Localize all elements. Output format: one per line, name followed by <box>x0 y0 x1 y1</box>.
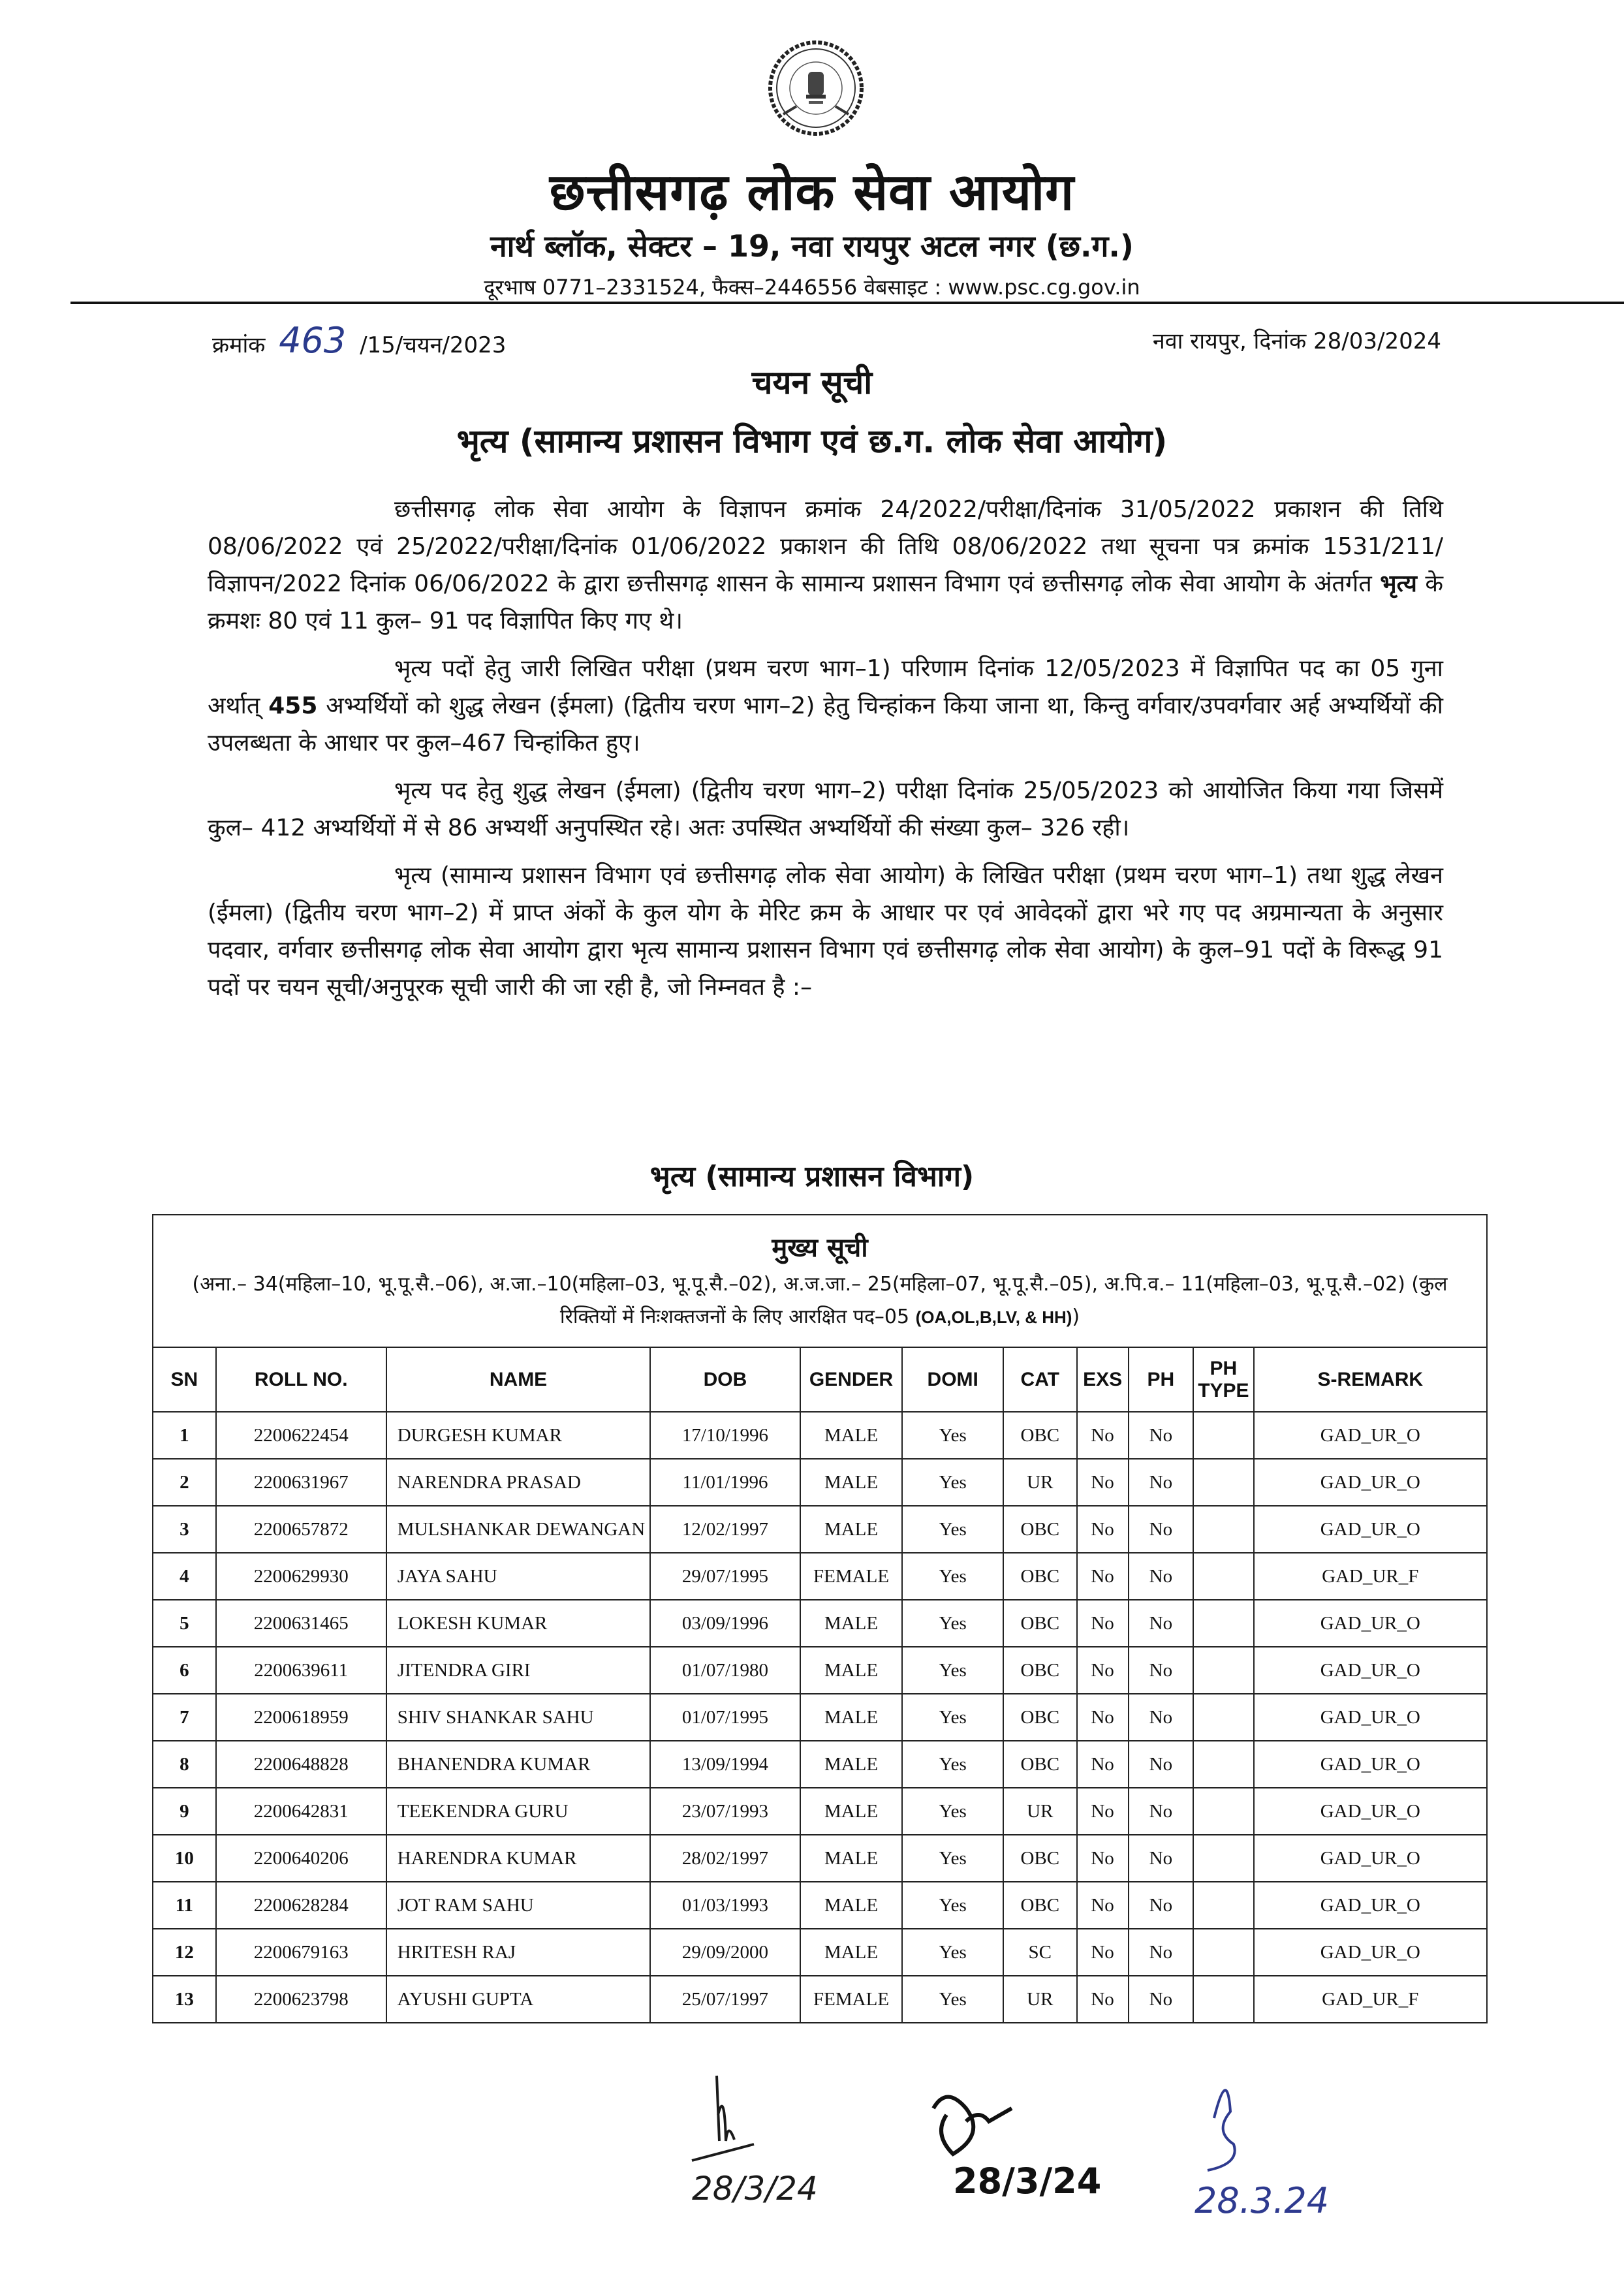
cell-cat: OBC <box>1003 1647 1077 1694</box>
cell-gender: MALE <box>800 1929 903 1976</box>
cell-sn: 1 <box>153 1412 216 1459</box>
table-row <box>153 1600 1487 1647</box>
cell-ph-type <box>1193 1412 1253 1459</box>
cell-sn: 8 <box>153 1741 216 1788</box>
cell-domi: Yes <box>902 1412 1003 1459</box>
cell-ph-type <box>1193 1694 1253 1741</box>
cell-exs: No <box>1077 1694 1129 1741</box>
column-header-exs: EXS <box>1077 1347 1129 1412</box>
cell-name: AYUSHI GUPTA <box>386 1976 651 2023</box>
cell-gender: MALE <box>800 1882 903 1929</box>
column-header-name: NAME <box>386 1347 651 1412</box>
cell-ph-type <box>1193 1459 1253 1506</box>
organization-name: छत्तीसगढ़ लोक सेवा आयोग <box>549 163 1075 222</box>
cell-domi: Yes <box>902 1553 1003 1600</box>
organization-address: नार्थ ब्लॉक, सेक्टर – 19, नवा रायपुर अटल नगर (छ.ग.) <box>490 228 1134 264</box>
cell-sn: 12 <box>153 1929 216 1976</box>
cell-roll: 2200648828 <box>216 1741 386 1788</box>
cell-name: NARENDRA PRASAD <box>386 1459 651 1506</box>
cell-roll: 2200657872 <box>216 1506 386 1553</box>
cell-dob: 03/09/1996 <box>650 1600 800 1647</box>
cell-sn: 6 <box>153 1647 216 1694</box>
cell-exs: No <box>1077 1976 1129 2023</box>
handwritten-signature-icon <box>679 2063 888 2232</box>
table-row <box>153 1412 1487 1459</box>
cell-sn: 13 <box>153 1976 216 2023</box>
cell-gender: MALE <box>800 1835 903 1882</box>
cell-dob: 11/01/1996 <box>650 1459 800 1506</box>
cell-gender: MALE <box>800 1459 903 1506</box>
cell-ph: No <box>1129 1412 1194 1459</box>
cell-remark: GAD_UR_O <box>1254 1506 1487 1553</box>
cell-roll: 2200629930 <box>216 1553 386 1600</box>
cell-roll: 2200679163 <box>216 1929 386 1976</box>
cell-ph: No <box>1129 1788 1194 1835</box>
paragraph-2: भृत्य पदों हेतु जारी लिखित परीक्षा (प्रथम चरण भाग–1) परिणाम दिनांक 12/05/2023 में विज्ञापित पद का 05 गुना अर्थात् 455 अभ्यर्थियों को शुद्ध लेखन (ईमला) (द्वितीय चरण भाग–2) हेतु चिन्हांकन किया जाना था, किन्तु वर्गवार/उपवर्गवार अर्ह अभ्यर्थियों की उपलब्धता के आधार पर कुल–467 चिन्हांकित हुए। <box>208 655 1444 757</box>
table-body <box>153 1412 1487 2023</box>
cell-dob: 29/09/2000 <box>650 1929 800 1976</box>
cell-sn: 11 <box>153 1882 216 1929</box>
cell-ph-type <box>1193 1976 1253 2023</box>
table-row <box>153 1788 1487 1835</box>
cell-gender: MALE <box>800 1412 903 1459</box>
document-subtitle: भृत्य (सामान्य प्रशासन विभाग एवं छ.ग. लोक सेवा आयोग) <box>456 422 1168 460</box>
cell-ph: No <box>1129 1929 1194 1976</box>
handwritten-signature-icon <box>1188 2072 1397 2242</box>
cell-name: HRITESH RAJ <box>386 1929 651 1976</box>
cell-cat: UR <box>1003 1976 1077 2023</box>
reservation-breakdown: (अना.– 34(महिला–10, भू.पू.सै.–06), अ.जा.–10(महिला–03, भू.पू.सै.–02), अ.ज.जा.– 25(महिला–07, भू.पू.सै.–05), अ.पि.व.– 11(महिला–03, भू.पू.सै.–02) (कुल रिक्तियों में निःशक्तजनों के लिए आरक्षित पद–05 (OA,OL,B,LV, & HH)) <box>192 1273 1448 1328</box>
table-row <box>153 1929 1487 1976</box>
cell-exs: No <box>1077 1835 1129 1882</box>
table-row <box>153 1835 1487 1882</box>
cell-name: SHIV SHANKAR SAHU <box>386 1694 651 1741</box>
column-header-ph-type: PH TYPE <box>1193 1347 1253 1412</box>
cell-dob: 29/07/1995 <box>650 1553 800 1600</box>
cell-ph: No <box>1129 1882 1194 1929</box>
cell-gender: FEMALE <box>800 1976 903 2023</box>
handwritten-reference-number: 463 <box>279 320 347 361</box>
svg-text:28.3.24: 28.3.24 <box>1195 2180 1330 2221</box>
cell-exs: No <box>1077 1741 1129 1788</box>
cell-roll: 2200623798 <box>216 1976 386 2023</box>
cell-cat: OBC <box>1003 1694 1077 1741</box>
section-title: भृत्य (सामान्य प्रशासन विभाग) <box>649 1160 975 1193</box>
table-header-row <box>153 1347 1487 1412</box>
cell-name: JAYA SAHU <box>386 1553 651 1600</box>
signature-2 <box>927 2082 1136 2255</box>
cell-ph: No <box>1129 1694 1194 1741</box>
cell-cat: OBC <box>1003 1506 1077 1553</box>
cell-cat: OBC <box>1003 1882 1077 1929</box>
cell-gender: MALE <box>800 1788 903 1835</box>
cell-dob: 25/07/1997 <box>650 1976 800 2023</box>
header-divider <box>70 302 1624 304</box>
cell-gender: MALE <box>800 1694 903 1741</box>
cell-domi: Yes <box>902 1929 1003 1976</box>
cell-name: BHANENDRA KUMAR <box>386 1741 651 1788</box>
body-text <box>208 491 1443 1016</box>
cell-roll: 2200628284 <box>216 1882 386 1929</box>
cell-ph-type <box>1193 1929 1253 1976</box>
svg-text:28/3/24: 28/3/24 <box>953 2161 1102 2202</box>
place-and-date <box>1153 325 1441 355</box>
cell-remark: GAD_UR_O <box>1254 1694 1487 1741</box>
cell-dob: 12/02/1997 <box>650 1506 800 1553</box>
cell-exs: No <box>1077 1647 1129 1694</box>
cell-roll: 2200622454 <box>216 1412 386 1459</box>
handwritten-signature-icon <box>927 2082 1136 2252</box>
cell-exs: No <box>1077 1882 1129 1929</box>
cell-ph: No <box>1129 1976 1194 2023</box>
selection-list-table <box>152 1214 1488 2023</box>
cell-dob: 23/07/1993 <box>650 1788 800 1835</box>
document-title: चयन सूची <box>751 364 873 401</box>
issue-date: 28/03/2024 <box>1313 328 1441 354</box>
cell-roll: 2200631465 <box>216 1600 386 1647</box>
cell-exs: No <box>1077 1929 1129 1976</box>
table-row <box>153 1882 1487 1929</box>
cell-remark: GAD_UR_O <box>1254 1600 1487 1647</box>
table-row <box>153 1506 1487 1553</box>
cell-ph-type <box>1193 1600 1253 1647</box>
cell-domi: Yes <box>902 1788 1003 1835</box>
cell-roll: 2200642831 <box>216 1788 386 1835</box>
cell-remark: GAD_UR_O <box>1254 1835 1487 1882</box>
cell-remark: GAD_UR_O <box>1254 1929 1487 1976</box>
table-row <box>153 1694 1487 1741</box>
cell-domi: Yes <box>902 1647 1003 1694</box>
cell-domi: Yes <box>902 1506 1003 1553</box>
svg-text:28/3/24: 28/3/24 <box>692 2170 818 2208</box>
cell-ph-type <box>1193 1553 1253 1600</box>
cell-domi: Yes <box>902 1600 1003 1647</box>
cell-domi: Yes <box>902 1459 1003 1506</box>
signature-1 <box>679 2063 888 2235</box>
cell-ph-type <box>1193 1835 1253 1882</box>
state-emblem-seal-icon <box>767 36 865 144</box>
cell-ph: No <box>1129 1553 1194 1600</box>
cell-gender: MALE <box>800 1647 903 1694</box>
cell-cat: OBC <box>1003 1412 1077 1459</box>
cell-dob: 17/10/1996 <box>650 1412 800 1459</box>
cell-name: JITENDRA GIRI <box>386 1647 651 1694</box>
column-header-dob: DOB <box>650 1347 800 1412</box>
cell-ph-type <box>1193 1741 1253 1788</box>
paragraph-3: भृत्य पद हेतु शुद्ध लेखन (ईमला) (द्वितीय चरण भाग–2) परीक्षा दिनांक 25/05/2023 को आयोजित किया गया जिसमें कुल– 412 अभ्यर्थियों में से 86 अभ्यर्थी अनुपस्थित रहे। अतः उपस्थित अभ्यर्थियों की संख्या कुल– 326 रही। <box>208 777 1443 841</box>
column-header-cat: CAT <box>1003 1347 1077 1412</box>
table-row <box>153 1976 1487 2023</box>
cell-cat: OBC <box>1003 1600 1077 1647</box>
column-header-sn: SN <box>153 1347 216 1412</box>
cell-dob: 01/03/1993 <box>650 1882 800 1929</box>
paragraph-1: छत्तीसगढ़ लोक सेवा आयोग के विज्ञापन क्रमांक 24/2022/परीक्षा/दिनांक 31/05/2022 प्रकाशन की तिथि 08/06/2022 एवं 25/2022/परीक्षा/दिनांक 01/06/2022 प्रकाशन की तिथि 08/06/2022 तथा सूचना पत्र क्रमांक 1531/211/ विज्ञापन/2022 दिनांक 06/06/2022 के द्वारा छत्तीसगढ़ शासन के सामान्य प्रशासन विभाग एवं छत्तीसगढ़ लोक सेवा आयोग के अंतर्गत भृत्य के क्रमशः 80 एवं 11 कुल– 91 पद विज्ञापित किए गए थे। <box>208 496 1443 634</box>
cell-cat: OBC <box>1003 1835 1077 1882</box>
cell-sn: 7 <box>153 1694 216 1741</box>
cell-exs: No <box>1077 1553 1129 1600</box>
cell-exs: No <box>1077 1788 1129 1835</box>
cell-ph: No <box>1129 1506 1194 1553</box>
organization-contact: दूरभाष 0771–2331524, फैक्स–2446556 वेबसाइट : www.psc.cg.gov.in <box>484 275 1140 300</box>
column-header-gender: GENDER <box>800 1347 903 1412</box>
table-caption <box>153 1215 1487 1347</box>
column-header-ph: PH <box>1129 1347 1194 1412</box>
cell-sn: 10 <box>153 1835 216 1882</box>
cell-remark: GAD_UR_O <box>1254 1647 1487 1694</box>
cell-cat: SC <box>1003 1929 1077 1976</box>
column-header-s-remark: S-REMARK <box>1254 1347 1487 1412</box>
cell-cat: OBC <box>1003 1553 1077 1600</box>
table-caption-row <box>153 1215 1487 1347</box>
cell-domi: Yes <box>902 1882 1003 1929</box>
cell-domi: Yes <box>902 1694 1003 1741</box>
cell-name: TEEKENDRA GURU <box>386 1788 651 1835</box>
table-row <box>153 1553 1487 1600</box>
table-row <box>153 1459 1487 1506</box>
table-row <box>153 1741 1487 1788</box>
cell-cat: UR <box>1003 1788 1077 1835</box>
cell-gender: MALE <box>800 1741 903 1788</box>
cell-ph: No <box>1129 1600 1194 1647</box>
cell-ph-type <box>1193 1506 1253 1553</box>
column-header-domi: DOMI <box>902 1347 1003 1412</box>
cell-remark: GAD_UR_O <box>1254 1882 1487 1929</box>
cell-roll: 2200618959 <box>216 1694 386 1741</box>
cell-remark: GAD_UR_F <box>1254 1976 1487 2023</box>
cell-ph: No <box>1129 1835 1194 1882</box>
main-list-title: मुख्य सूची <box>772 1233 868 1263</box>
cell-ph-type <box>1193 1647 1253 1694</box>
cell-dob: 01/07/1995 <box>650 1694 800 1741</box>
signature-3 <box>1188 2072 1397 2245</box>
cell-remark: GAD_UR_O <box>1254 1741 1487 1788</box>
column-header-roll-no: ROLL NO. <box>216 1347 386 1412</box>
cell-dob: 13/09/1994 <box>650 1741 800 1788</box>
place-date-label: नवा रायपुर, दिनांक <box>1152 328 1307 354</box>
cell-gender: MALE <box>800 1600 903 1647</box>
cell-roll: 2200631967 <box>216 1459 386 1506</box>
cell-sn: 9 <box>153 1788 216 1835</box>
cell-ph-type <box>1193 1882 1253 1929</box>
cell-domi: Yes <box>902 1835 1003 1882</box>
cell-roll: 2200639611 <box>216 1647 386 1694</box>
cell-sn: 3 <box>153 1506 216 1553</box>
cell-name: JOT RAM SAHU <box>386 1882 651 1929</box>
cell-exs: No <box>1077 1459 1129 1506</box>
cell-gender: MALE <box>800 1506 903 1553</box>
cell-dob: 28/02/1997 <box>650 1835 800 1882</box>
cell-sn: 2 <box>153 1459 216 1506</box>
cell-sn: 4 <box>153 1553 216 1600</box>
cell-domi: Yes <box>902 1741 1003 1788</box>
cell-ph: No <box>1129 1741 1194 1788</box>
cell-name: DURGESH KUMAR <box>386 1412 651 1459</box>
cell-domi: Yes <box>902 1976 1003 2023</box>
cell-roll: 2200640206 <box>216 1835 386 1882</box>
cell-ph: No <box>1129 1459 1194 1506</box>
paragraph-4: भृत्य (सामान्य प्रशासन विभाग एवं छत्तीसगढ़ लोक सेवा आयोग) के लिखित परीक्षा (प्रथम चरण भाग–1) तथा शुद्ध लेखन (ईमला) (द्वितीय चरण भाग–2) में प्राप्त अंकों के कुल योग के मेरिट क्रम के आधार पर एवं आवेदकों द्वारा भरे गए पद अग्रमान्यता के अनुसार पदवार, वर्गवार छत्तीसगढ़ लोक सेवा आयोग द्वारा भृत्य सामान्य प्रशासन विभाग एवं छत्तीसगढ़ लोक सेवा आयोग) के कुल–91 पदों के विरूद्ध 91 पदों पर चयन सूची/अनुपूरक सूची जारी की जा रही है, जो निम्नवत है :– <box>208 862 1443 1001</box>
cell-remark: GAD_UR_F <box>1254 1553 1487 1600</box>
cell-exs: No <box>1077 1412 1129 1459</box>
reference-number <box>212 320 506 361</box>
cell-remark: GAD_UR_O <box>1254 1788 1487 1835</box>
cell-cat: UR <box>1003 1459 1077 1506</box>
cell-name: LOKESH KUMAR <box>386 1600 651 1647</box>
cell-remark: GAD_UR_O <box>1254 1459 1487 1506</box>
cell-remark: GAD_UR_O <box>1254 1412 1487 1459</box>
cell-ph: No <box>1129 1647 1194 1694</box>
cell-sn: 5 <box>153 1600 216 1647</box>
cell-exs: No <box>1077 1600 1129 1647</box>
cell-dob: 01/07/1980 <box>650 1647 800 1694</box>
table-row <box>153 1647 1487 1694</box>
cell-cat: OBC <box>1003 1741 1077 1788</box>
reference-prefix: क्रमांक <box>212 332 266 358</box>
cell-ph-type <box>1193 1788 1253 1835</box>
cell-gender: FEMALE <box>800 1553 903 1600</box>
cell-exs: No <box>1077 1506 1129 1553</box>
reference-suffix: /15/चयन/2023 <box>360 332 507 358</box>
cell-name: MULSHANKAR DEWANGAN <box>386 1506 651 1553</box>
cell-name: HARENDRA KUMAR <box>386 1835 651 1882</box>
